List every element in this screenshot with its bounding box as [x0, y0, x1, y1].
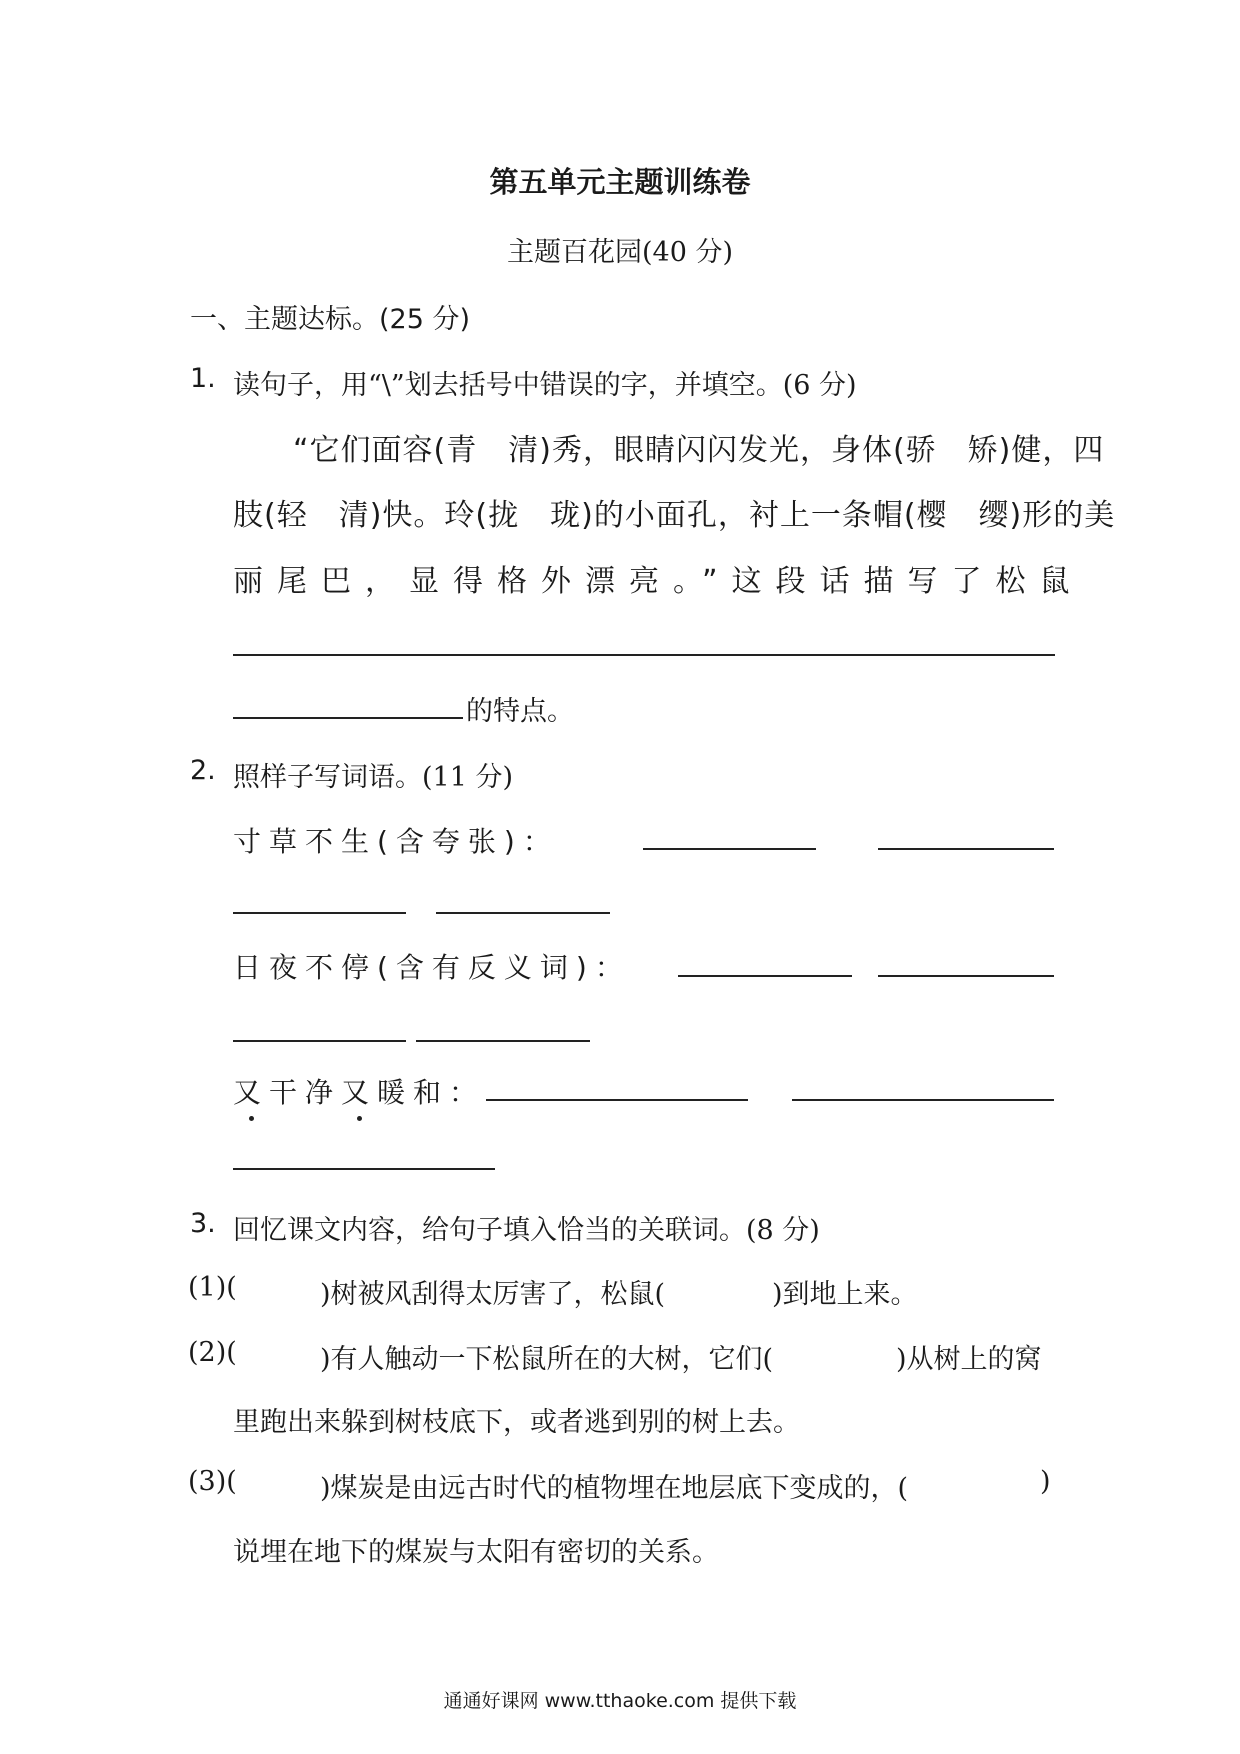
page-subtitle: 主题百花园(40 分) [506, 237, 733, 268]
question-2-number: 2. [190, 755, 216, 786]
item-2-middle: )有人触动一下松鼠所在的大树，它们( [320, 1344, 774, 1375]
example-3-part-b: 干净 [269, 1076, 342, 1109]
section-heading: 一、主题达标。(25 分) [190, 304, 471, 335]
answer-blank-2-1[interactable] [643, 848, 816, 850]
page-title: 第五单元主题训练卷 [489, 165, 751, 199]
example-3-part-d: 暖和： [377, 1076, 486, 1109]
item-2-end: )从树上的窝 [896, 1344, 1042, 1375]
answer-line-1a[interactable] [233, 654, 1055, 656]
answer-line-1b[interactable] [233, 717, 463, 719]
passage-line-3: 丽尾巴，显得格外漂亮。”这段话描写了松鼠 [233, 564, 1084, 599]
item-1-open: (1)( [188, 1272, 237, 1303]
item-3-middle: )煤炭是由远古时代的植物埋在地层底下变成的，( [320, 1473, 909, 1504]
passage-line-2: 肢(轻 清)快。玲(拢 珑)的小面孔，衬上一条帽(樱 缨)形的美 [233, 498, 1116, 533]
question-1-prompt: 读句子，用“\”划去括号中错误的字，并填空。(6 分) [233, 370, 857, 401]
emphasis-char-1: 又 [233, 1071, 269, 1111]
item-1-middle: )树被风刮得太厉害了，松鼠( [320, 1279, 666, 1310]
answer-blank-2-8[interactable] [416, 1040, 590, 1042]
item-3-open: (3)( [188, 1466, 237, 1497]
answer-blank-2-11[interactable] [233, 1168, 495, 1170]
question-2-prompt: 照样子写词语。(11 分) [233, 762, 514, 793]
answer-blank-2-7[interactable] [233, 1040, 406, 1042]
item-1-end: )到地上来。 [772, 1279, 918, 1310]
answer-blank-2-9[interactable] [486, 1099, 748, 1101]
passage-line-1: “它们面容(青 清)秀，眼睛闪闪发光，身体(骄 矫)健，四 [293, 433, 1105, 468]
item-3-line-2: 说埋在地下的煤炭与太阳有密切的关系。 [233, 1537, 719, 1568]
answer-blank-2-3[interactable] [233, 912, 406, 914]
example-1-label: 寸草不生(含夸张)： [233, 825, 559, 858]
answer-blank-2-5[interactable] [678, 975, 852, 977]
item-3-end: ) [1040, 1466, 1051, 1497]
answer-tail-text: 的特点。 [466, 696, 574, 727]
footer-credit: 通通好课网 www.tthaoke.com 提供下载 [443, 1690, 797, 1712]
item-2-open: (2)( [188, 1337, 237, 1368]
answer-blank-2-2[interactable] [878, 848, 1054, 850]
example-3-label [233, 1071, 485, 1111]
item-2-line-2: 里跑出来躲到树枝底下，或者逃到别的树上去。 [233, 1407, 800, 1438]
example-2-label: 日夜不停(含有反义词)： [233, 951, 631, 984]
emphasis-char-2: 又 [341, 1071, 377, 1111]
answer-blank-2-6[interactable] [878, 975, 1054, 977]
answer-blank-2-4[interactable] [436, 912, 610, 914]
question-3-number: 3. [190, 1208, 216, 1239]
answer-blank-2-10[interactable] [792, 1099, 1054, 1101]
question-1-number: 1. [190, 363, 216, 394]
question-3-prompt: 回忆课文内容，给句子填入恰当的关联词。(8 分) [233, 1215, 820, 1246]
